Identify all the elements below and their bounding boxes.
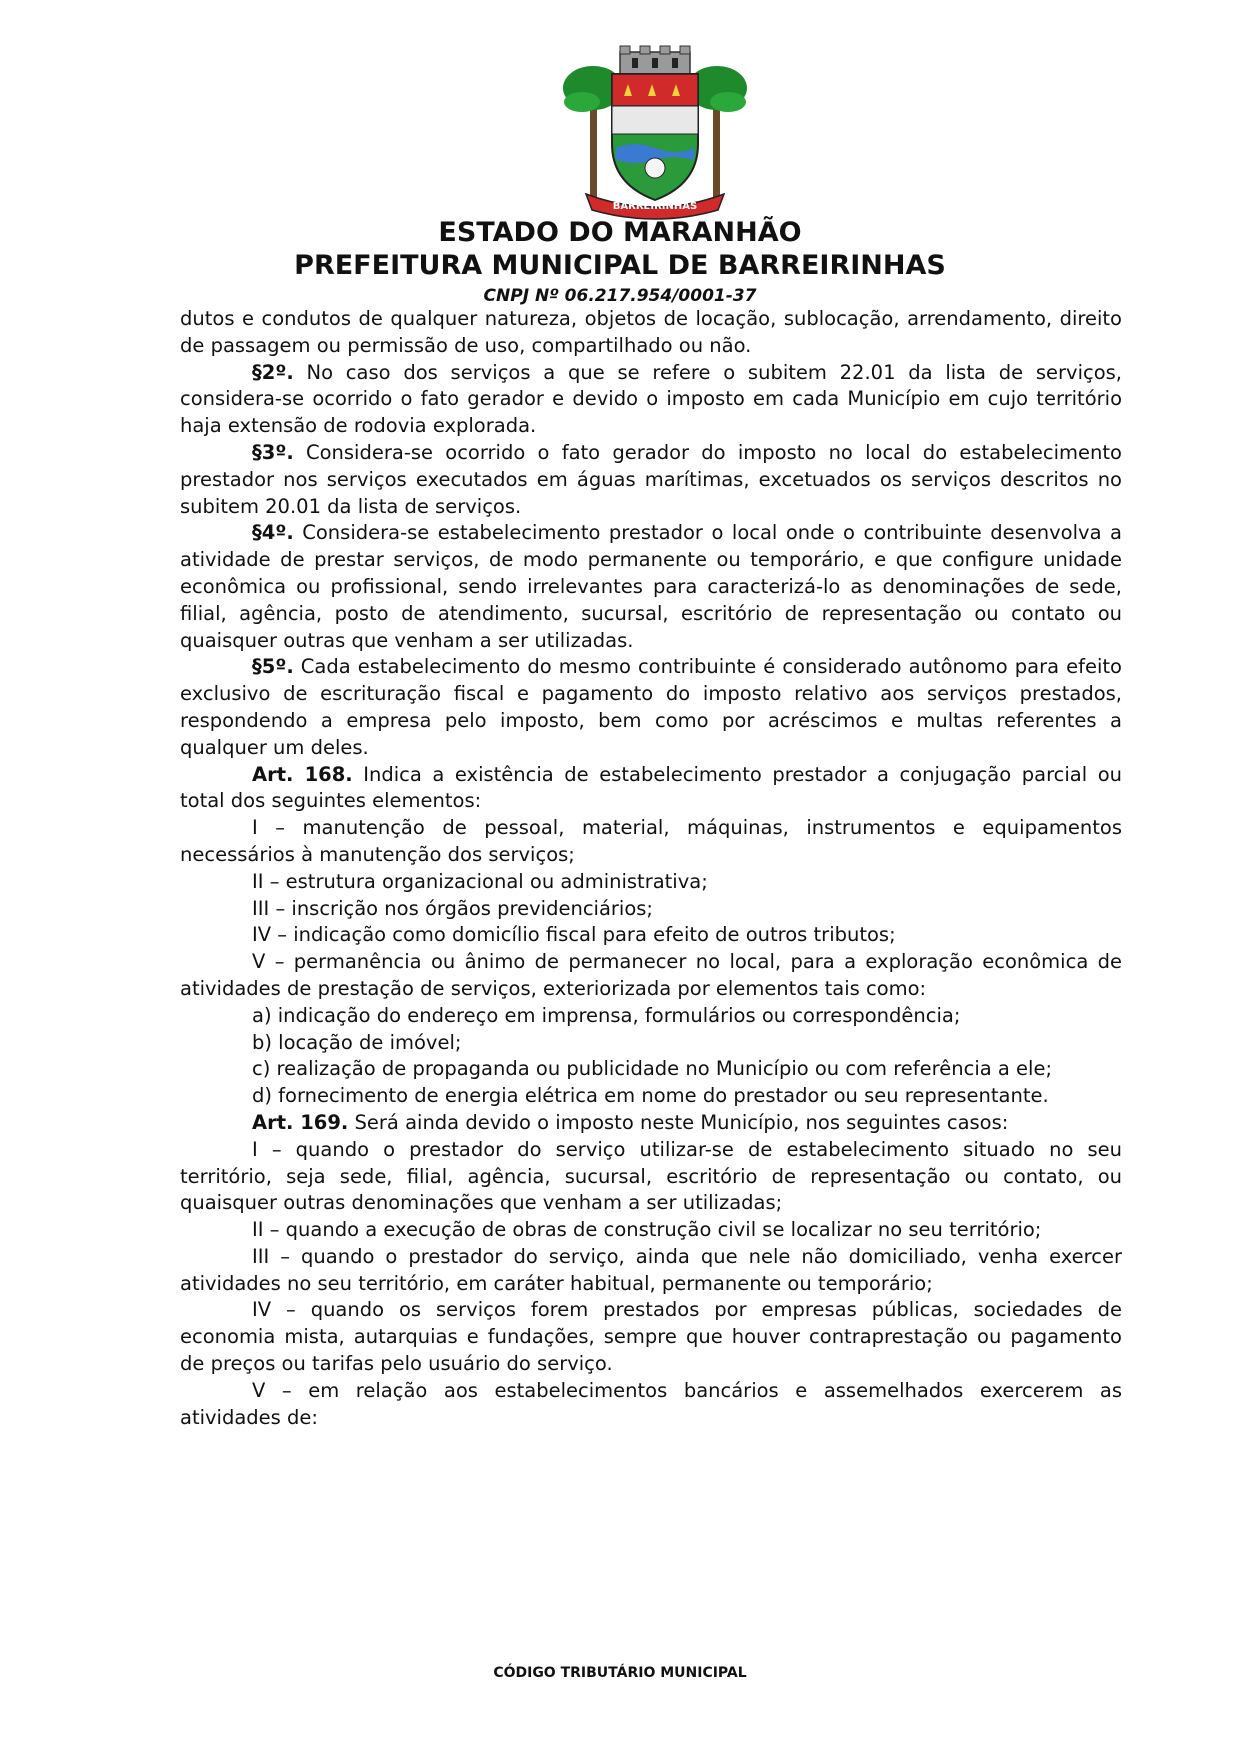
paragraph: Art. 168. Indica a existência de estabelecimento prestador a conjugação parcial ou total dos seguintes elementos: [180,762,1123,813]
paragraph: II – quando a execução de obras de construção civil se localizar no seu território; [252,1218,1042,1242]
paragraph: §3º. Considera-se ocorrido o fato gerador do imposto no local do estabelecimento prestador nos serviços executados em águas marítimas, excetuados os serviços descritos no subitem 20.01 da lista de serviços. [180,440,1122,518]
city-hall-heading: PREFEITURA MUNICIPAL DE BARREIRINHAS [294,250,946,281]
paragraph: Art. 169. Será ainda devido o imposto neste Município, nos seguintes casos: [252,1110,1009,1134]
paragraph: II – estrutura organizacional ou administrativa; [252,869,708,893]
section-marker: §3º. [252,440,294,464]
document-body [180,306,1122,1431]
cnpj-line: CNPJ Nº 06.217.954/0001-37 [483,286,757,306]
paragraph: d) fornecimento de energia elétrica em nome do prestador ou seu representante. [252,1084,1049,1108]
paragraph: dutos e condutos de qualquer natureza, objetos de locação, sublocação, arrendamento, direito de passagem ou permissão de uso, compartilhado ou não. [180,307,1122,357]
page-footer: CÓDIGO TRIBUTÁRIO MUNICIPAL [493,1665,747,1681]
paragraph: I – manutenção de pessoal, material, máquinas, instrumentos e equipamentos necessários à manutenção dos serviços; [180,816,1122,866]
paragraph: a) indicação do endereço em imprensa, formulários ou correspondência; [252,1003,961,1027]
paragraph: IV – indicação como domicílio fiscal para efeito de outros tributos; [252,923,896,947]
paragraph: IV – quando os serviços forem prestados por empresas públicas, sociedades de economia mista, autarquias e fundações, sempre que houver contraprestação ou pagamento de preços ou tarifas pelo usuário do serviço. [180,1298,1122,1376]
section-marker: §5º. [252,655,294,679]
paragraph: I – quando o prestador do serviço utilizar-se de estabelecimento situado no seu território, seja sede, filial, agência, sucursal, escritório de representação ou contato, ou quaisquer outras denominações que venham a ser utilizadas; [180,1137,1122,1215]
paragraph: b) locação de imóvel; [252,1030,462,1054]
paragraph: III – inscrição nos órgãos previdenciários; [252,896,653,920]
svg-text:BARREIRINHAS: BARREIRINHAS [612,201,698,212]
paragraph: §5º. Cada estabelecimento do mesmo contribuinte é considerado autônomo para efeito exclusivo de escrituração fiscal e pagamento do imposto relativo aos serviços prestados, respondendo a empresa pelo imposto, bem como por acréscimos e multas referentes a qualquer um deles. [180,655,1122,759]
paragraph: c) realização de propaganda ou publicidade no Município ou com referência a ele; [252,1057,1053,1081]
paragraph: V – em relação aos estabelecimentos bancários e assemelhados exercerem as atividades de: [180,1378,1122,1429]
municipal-coat-of-arms [562,44,748,220]
article-marker: Art. 169. [252,1110,349,1134]
paragraph: §2º. No caso dos serviços a que se refere o subitem 22.01 da lista de serviços, considera-se ocorrido o fato gerador e devido o imposto em cada Município em cujo território haja extensão de rodovia explorada. [180,360,1122,438]
paragraph: §4º. Considera-se estabelecimento prestador o local onde o contribuinte desenvolva a atividade de prestar serviços, de modo permanente ou temporário, e que configure unidade econômica ou profissional, sendo irrelevantes para caracterizá-lo as denominações de sede, filial, agência, posto de atendimento, sucursal, escritório de representação ou contato ou quaisquer outras que venham a ser utilizadas. [180,521,1122,652]
paragraph: V – permanência ou ânimo de permanecer no local, para a exploração econômica de atividades de prestação de serviços, exteriorizada por elementos tais como: [180,950,1122,1000]
paragraph: III – quando o prestador do serviço, ainda que nele não domiciliado, venha exercer atividades no seu território, em caráter habitual, permanente ou temporário; [180,1244,1122,1295]
state-heading: ESTADO DO MARANHÃO [438,217,802,248]
article-marker: Art. 168. [252,762,353,786]
section-marker: §2º. [252,360,294,384]
section-marker: §4º. [252,521,294,545]
